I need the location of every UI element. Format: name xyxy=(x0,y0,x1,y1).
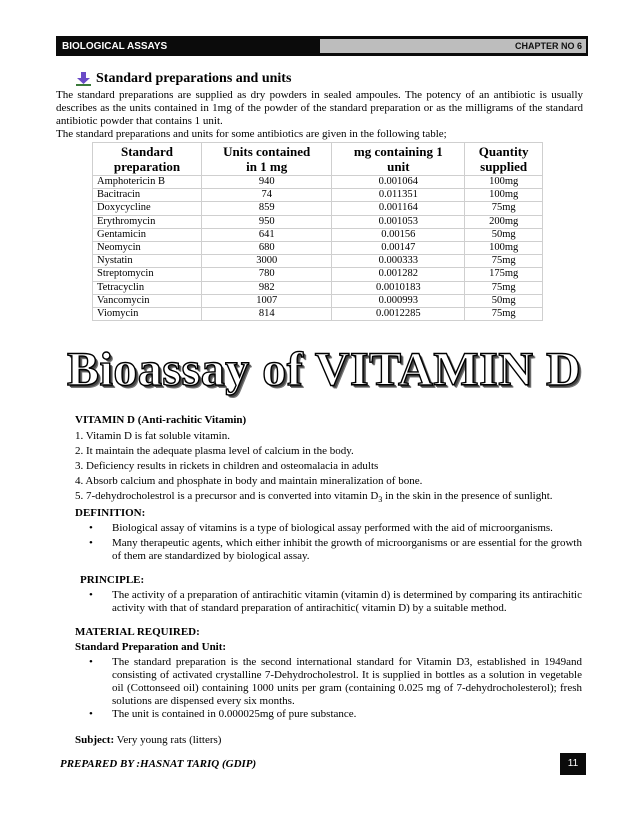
table-cell: 0.011351 xyxy=(332,189,465,202)
table-cell: 0.00156 xyxy=(332,228,465,241)
chapter-label: CHAPTER NO 6 xyxy=(320,39,586,53)
table-cell: Neomycin xyxy=(93,241,202,254)
table-cell: 814 xyxy=(202,307,332,320)
col-header: Units contained in 1 mg xyxy=(202,143,332,176)
col-header: Quantity supplied xyxy=(465,143,543,176)
table-cell: 0.0010183 xyxy=(332,281,465,294)
table-cell: Amphotericin B xyxy=(93,176,202,189)
table-cell: Tetracyclin xyxy=(93,281,202,294)
vitamin-heading: VITAMIN D (Anti-rachitic Vitamin) xyxy=(75,414,247,426)
table-cell: 75mg xyxy=(465,255,543,268)
table-cell: 780 xyxy=(202,268,332,281)
list-item: 5. 7-dehydrocholestrol is a precursor and is converted into vitamin $D_3$ in the skin in the presence of sunlight. xyxy=(75,490,553,505)
definition-bullet: Many therapeutic agents, which either inhibit the growth of microorganisms or are essential for the growth of them are standardized by biological assay. xyxy=(112,537,582,562)
section-title: Standard preparations and units xyxy=(96,71,292,86)
table-cell: 75mg xyxy=(465,202,543,215)
table-cell: Nystatin xyxy=(93,255,202,268)
col-header: Standard preparation xyxy=(93,143,202,176)
principle-bullet: The activity of a preparation of antirachitic vitamin (vitamin d) is determined by comparing its antirachitic activity with that of standard preparation of antirachitic( vitamin D) by a suitable method. xyxy=(112,589,582,614)
bullet: • xyxy=(89,656,93,668)
bullet: • xyxy=(89,708,93,720)
subject-line: Subject: Very young rats (litters) xyxy=(75,734,222,746)
table-cell: 75mg xyxy=(465,281,543,294)
table-cell: 950 xyxy=(202,215,332,228)
down-arrow-icon xyxy=(76,72,91,86)
col-header: mg containing 1 unit xyxy=(332,143,465,176)
table-cell: 75mg xyxy=(465,307,543,320)
table-cell: 100mg xyxy=(465,189,543,202)
page-header xyxy=(56,36,588,56)
table-cell: 0.001064 xyxy=(332,176,465,189)
table-row xyxy=(93,255,543,268)
bullet: • xyxy=(89,589,93,601)
table-row xyxy=(93,202,543,215)
table-cell: 100mg xyxy=(465,241,543,254)
footer-author: PREPARED BY :HASNAT TARIQ (GDIP) xyxy=(60,758,257,770)
definition-label: DEFINITION: xyxy=(75,507,146,519)
table-cell: Vancomycin xyxy=(93,294,202,307)
list-item: 2. It maintain the adequate plasma level of calcium in the body. xyxy=(75,445,354,457)
table-row xyxy=(93,228,543,241)
table-cell: 0.001282 xyxy=(332,268,465,281)
list-item: 3. Deficiency results in rickets in children and osteomalacia in adults xyxy=(75,460,379,472)
table-cell: 100mg xyxy=(465,176,543,189)
table-cell: Gentamicin xyxy=(93,228,202,241)
table-cell: Doxycycline xyxy=(93,202,202,215)
table-cell: 0.000333 xyxy=(332,255,465,268)
table-cell: 1007 xyxy=(202,294,332,307)
page-number: 11 xyxy=(560,753,586,775)
table-row xyxy=(93,281,543,294)
table-row xyxy=(93,176,543,189)
definition-bullet: Biological assay of vitamins is a type of biological assay performed with the aid of microorganisms. xyxy=(112,522,553,534)
table-cell: 641 xyxy=(202,228,332,241)
table-cell: 859 xyxy=(202,202,332,215)
table-cell: 0.0012285 xyxy=(332,307,465,320)
table-row xyxy=(93,307,543,320)
table-cell: 0.000993 xyxy=(332,294,465,307)
table-cell: 680 xyxy=(202,241,332,254)
intro-paragraph: The standard preparations are supplied as dry powders in sealed ampoules. The potency of an antibiotic is usually describes as the units contained in 1mg of the powder of the standard preparation or as the milligrams of the standard antibiotic powder that contains 1 unit. xyxy=(56,89,583,127)
table-cell: 200mg xyxy=(465,215,543,228)
table-cell: 175mg xyxy=(465,268,543,281)
material-bullet: The unit is contained in 0.000025mg of pure substance. xyxy=(112,708,357,720)
table-cell: 940 xyxy=(202,176,332,189)
material-bullet: The standard preparation is the second international standard for Vitamin D3, established in 1949and consisting of activated crystalline 7-Dehydrocholestrol. It is supplied in bottles as a solution in vegetable oil (Cottonseed oil) containing 1000 units per gram (containing 0.025 mg of 7-dehydrocholesterol); fresh solutions are dispensed every six months. xyxy=(112,656,582,707)
table-cell: 0.00147 xyxy=(332,241,465,254)
table-cell: Streptomycin xyxy=(93,268,202,281)
section-heading xyxy=(76,71,291,87)
table-row xyxy=(93,268,543,281)
table-cell: Erythromycin xyxy=(93,215,202,228)
bullet: • xyxy=(89,522,93,534)
table-cell: 0.001164 xyxy=(332,202,465,215)
table-cell: Viomycin xyxy=(93,307,202,320)
table-cell: 3000 xyxy=(202,255,332,268)
table-header-row xyxy=(93,143,543,176)
table-cell: 74 xyxy=(202,189,332,202)
table-cell: 50mg xyxy=(465,294,543,307)
table-intro: The standard preparations and units for some antibiotics are given in the following table; xyxy=(56,128,447,140)
table-cell: 50mg xyxy=(465,228,543,241)
table-row xyxy=(93,189,543,202)
list-item: 1. Vitamin D is fat soluble vitamin. xyxy=(75,430,230,442)
header-title: BIOLOGICAL ASSAYS xyxy=(62,40,168,52)
table-cell: Bacitracin xyxy=(93,189,202,202)
table-cell: 0.001053 xyxy=(332,215,465,228)
principle-label: PRINCIPLE: xyxy=(80,574,145,586)
list-item: 4. Absorb calcium and phosphate in body and maintain mineralization of bone. xyxy=(75,475,423,487)
table-row xyxy=(93,241,543,254)
antibiotic-units-table xyxy=(92,142,543,321)
material-sublabel: Standard Preparation and Unit: xyxy=(75,641,227,653)
table-cell: 982 xyxy=(202,281,332,294)
table-row xyxy=(93,294,543,307)
table-row xyxy=(93,215,543,228)
bullet: • xyxy=(89,537,93,549)
material-label: MATERIAL REQUIRED: xyxy=(75,626,200,638)
big-title: Bioassay of VITAMIN D xyxy=(67,343,582,396)
